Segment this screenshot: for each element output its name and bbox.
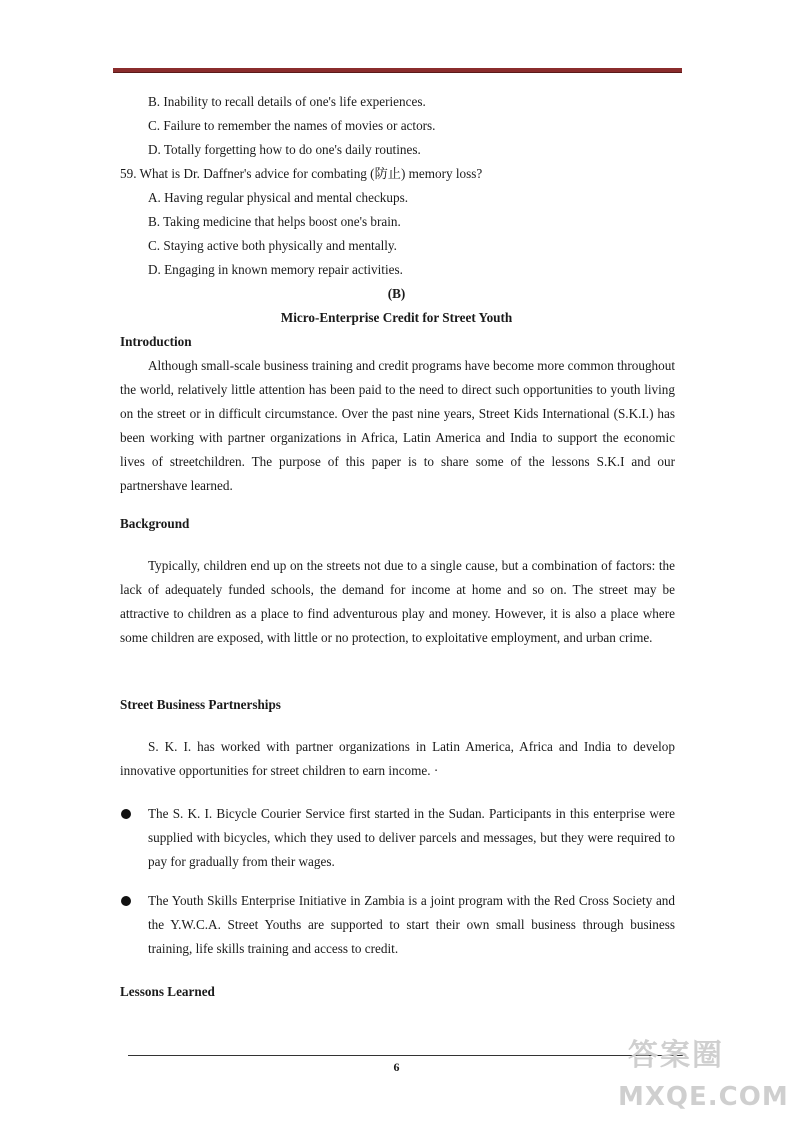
watermark-site-text: MXQE.COM: [618, 1082, 789, 1112]
bullet-dot: [121, 896, 131, 906]
q59-stem: 59. What is Dr. Daffner's advice for combating (防止) memory loss?: [120, 166, 483, 181]
q58-option-b: B. Inability to recall details of one's life experiences.: [148, 94, 426, 109]
lessons-heading: Lessons Learned: [120, 984, 215, 999]
page-number: 6: [393, 1060, 400, 1074]
q59-option-c: C. Staying active both physically and mentally.: [148, 238, 397, 253]
q58-option-d: D. Totally forgetting how to do one's daily routines.: [148, 142, 421, 157]
bullet-dot: [121, 809, 131, 819]
intro-paragraph: Although small-scale business training and credit programs have become more common throughout the world, relatively little attention has been paid to the need to direct such opportunities to youth living on the street or in difficult circumstance. Over the past nine years, Street Kids International (S.K.I.) has been working with partner organizations in Africa, Latin America and India to support the economic lives of streetchildren. The purpose of this paper is to share some of the lessons S.K.I and our partnershave learned.: [120, 358, 676, 493]
partnerships-paragraph: S. K. I. has worked with partner organizations in Latin America, Africa and India to develop innovative opportunities for street children to earn income. ·: [120, 739, 675, 778]
watermark-logo: [618, 1030, 788, 1116]
bullet-item-zambia: The Youth Skills Enterprise Initiative in Zambia is a joint program with the Red Cross Society and the Y.W.C.A. Street Youths are supported to start their own small business through business training, life skills training and access to credit.: [148, 893, 675, 956]
passage-title: Micro-Enterprise Credit for Street Youth: [280, 310, 513, 325]
footer-rule: [128, 1055, 683, 1056]
watermark-logo-text: 答案圈: [628, 1038, 724, 1073]
bullet-item-courier: The S. K. I. Bicycle Courier Service first started in the Sudan. Participants in this enterprise were supplied with bicycles, which they used to deliver parcels and messages, but they were required to pay for gradually from their wages.: [148, 806, 675, 869]
q59-option-b: B. Taking medicine that helps boost one's brain.: [148, 214, 401, 229]
partnerships-heading: Street Business Partnerships: [120, 697, 281, 712]
section-label: (B): [387, 286, 406, 301]
q59-option-d: D. Engaging in known memory repair activities.: [148, 262, 403, 277]
header-rule: [113, 68, 682, 73]
q58-option-c: C. Failure to remember the names of movies or actors.: [148, 118, 436, 133]
background-paragraph: Typically, children end up on the streets not due to a single cause, but a combination of factors: the lack of adequately funded schools, the demand for income at home and so on. The street may be attractive to children as a place to find adventurous play and money. However, it is also a place where some children are exposed, with little or no protection, to exploitative employment, and urban crime.: [120, 558, 675, 645]
intro-heading: Introduction: [120, 334, 192, 349]
q59-option-a: A. Having regular physical and mental checkups.: [148, 190, 409, 205]
background-heading: Background: [120, 516, 190, 531]
